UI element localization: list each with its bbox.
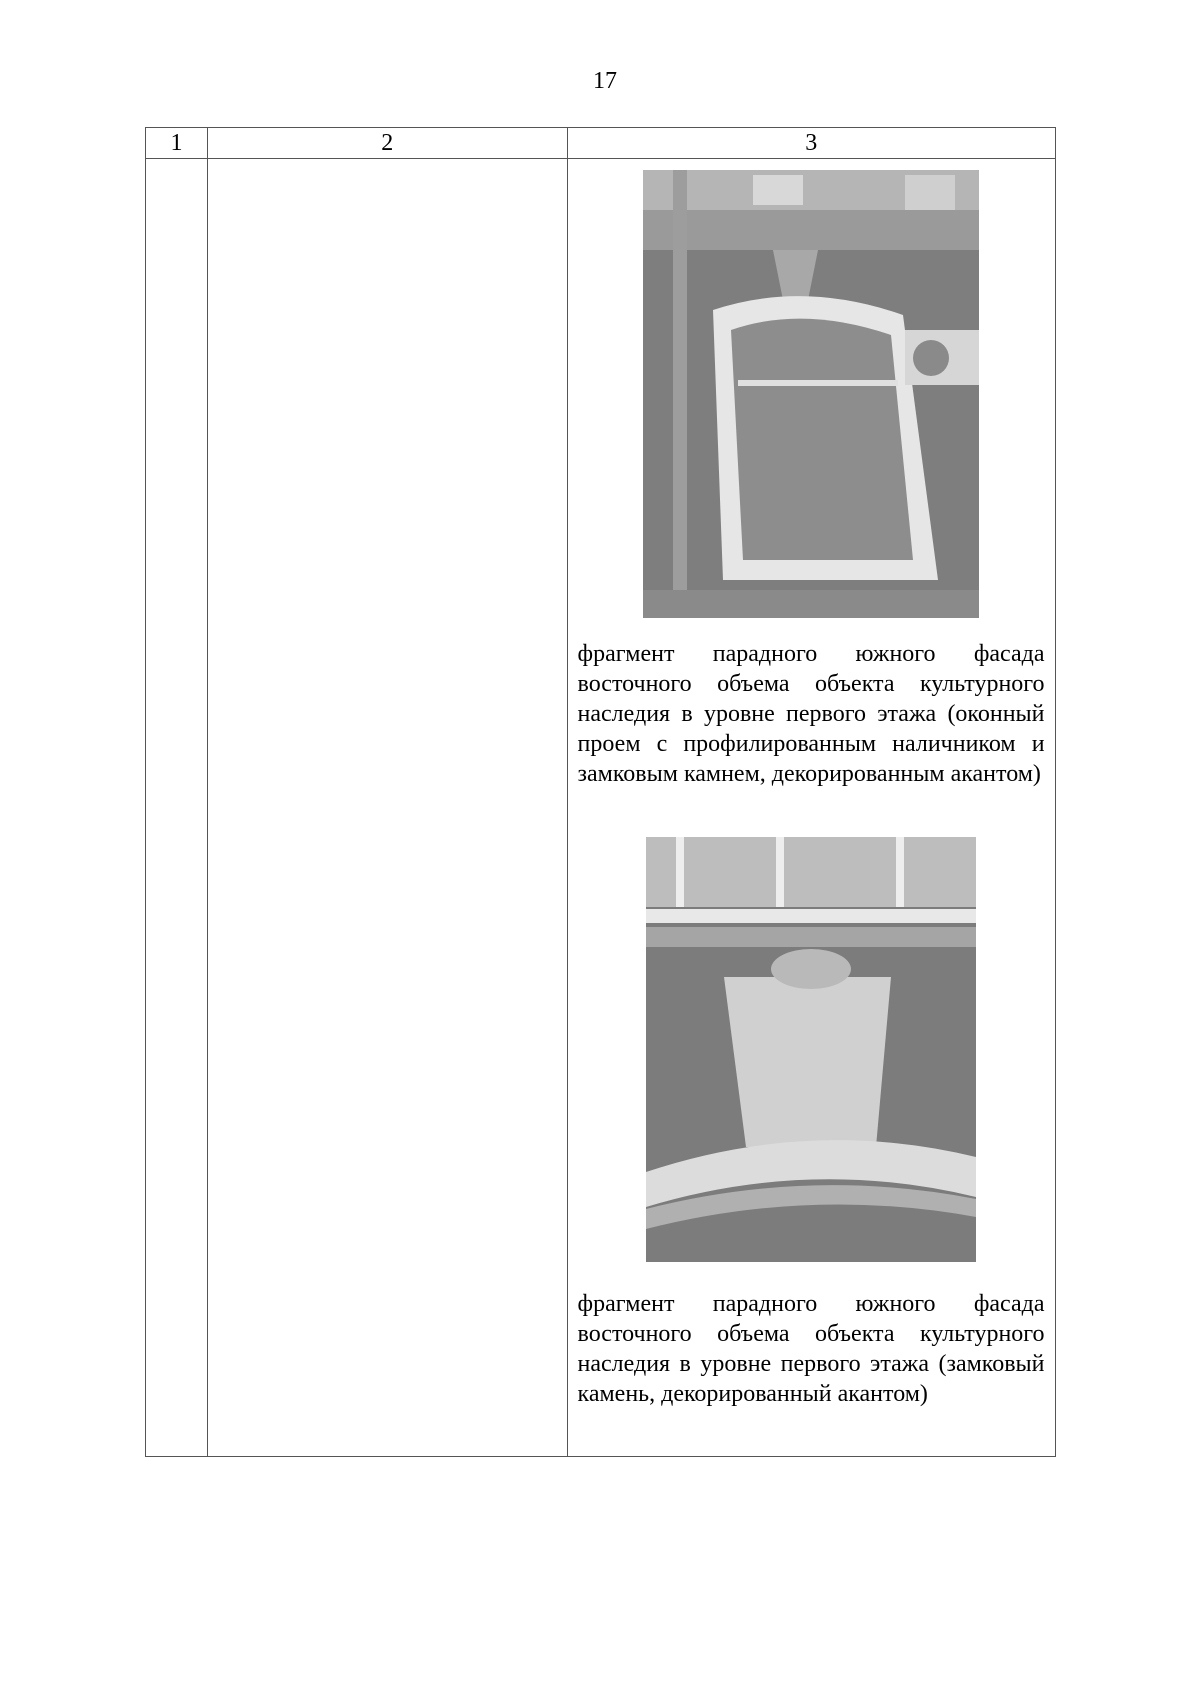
cell-col-2 bbox=[207, 159, 567, 1457]
photo-caption-2: фрагмент парадного южного фасада восточного объема объекта культурного наследия в уровне первого этажа (замковый камень, декорированный акантом) bbox=[577, 1291, 1045, 1407]
table-row bbox=[146, 159, 1056, 1457]
header-col-1: 1 bbox=[146, 128, 208, 159]
keystone-acanthus-photo bbox=[646, 837, 976, 1262]
photo-caption-1: фрагмент парадного южного фасада восточного объема объекта культурного наследия в уровне первого этажа (оконный проем с профилированным наличником и замковым камнем, декорированным акантом) bbox=[577, 641, 1045, 787]
cell-col-1 bbox=[146, 159, 208, 1457]
cell-col-3 bbox=[567, 159, 1055, 1457]
page-number: 17 bbox=[593, 68, 617, 94]
facade-window-photo bbox=[643, 170, 979, 618]
header-col-3: 3 bbox=[567, 128, 1055, 159]
table-header-row bbox=[146, 128, 1056, 159]
header-col-2: 2 bbox=[207, 128, 567, 159]
heritage-table bbox=[145, 127, 1056, 1457]
